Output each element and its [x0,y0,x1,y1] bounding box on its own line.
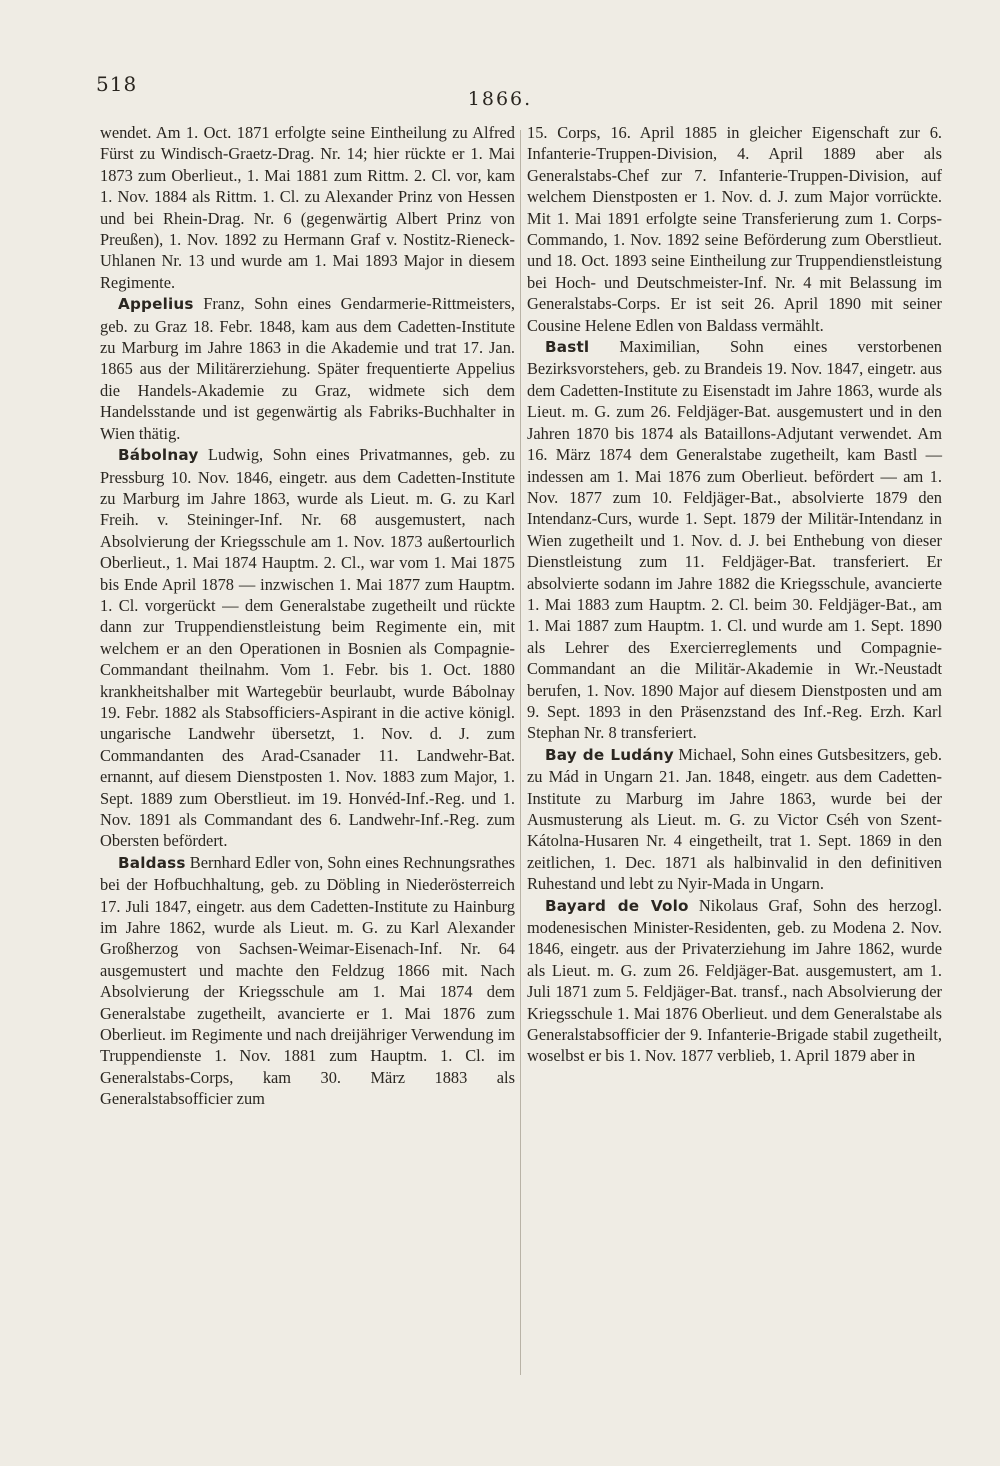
entry-name: Baldass [118,853,186,872]
entry-name: Bay de Ludány [545,745,674,764]
running-header-year: 1866. [467,88,533,110]
entry-text: 15. Corps, 16. April 1885 in gleicher Eigenschaft zur 6. Infanterie-Truppen-Division, 4. April 1889 aber als Generalstabs-Chef zur 7. Infanterie-Truppen-Division, auf welchem Dienstposten er 1. Nov. d. J. zum Major vorrückte. Mit 1. Mai 1891 erfolgte seine Transferierung zum 1. Corps-Commando, 1. Nov. 1892 seine Beförderung zum Oberstlieut. und 18. Oct. 1893 seine Eintheilung zur Truppendienstleistung bei Hoch- und Deutschmeister-Inf. Nr. 4 mit Belassung im Generalstabs-Corps. Er ist seit 26. April 1890 mit seiner Cousine Helene Edlen von Baldass vermählt. [527,123,942,335]
entry-text: Franz, Sohn eines Gendarmerie-Rittmeisters, geb. zu Graz 18. Febr. 1848, kam aus dem Cadetten-Institute zu Marburg im Jahre 1863 in die Akademie und trat 17. Jan. 1865 aus der Militärerziehung. Später frequentierte Appelius die Handels-Akademie zu Graz, widmete sich dem Handelsstande und ist gegenwärtig als Fabriks-Buchhalter in Wien thätig. [100,294,515,443]
entry-text: Bernhard Edler von, Sohn eines Rechnungsrathes bei der Hofbuchhaltung, geb. zu Döbling in Niederösterreich 17. Juli 1847, eingetr. aus dem Cadetten-Institute zu Hainburg im Jahre 1862, wurde als Lieut. m. G. zu Karl Alexander Großherzog von Sachsen-Weimar-Eisenach-Inf. Nr. 64 ausgemustert und machte den Feldzug 1866 mit. Nach Absolvierung der Kriegsschule am 1. Mai 1874 dem Generalstabe zugetheilt, avancierte er 1. Mai 1876 zum Oberlieut. im Regimente und nach dreijähriger Verwendung im Truppendienste 1. Nov. 1881 zum Hauptm. 1. Cl. im Generalstabs-Corps, kam 30. März 1883 als Generalstabsofficier zum [100,852,515,1109]
right-column [527,122,942,1067]
entry-name: Bayard de Volo [545,896,689,915]
entry-name: Bastl [545,338,590,357]
entry-bastl [527,336,942,744]
entry-bayard-de-volo [527,895,942,1067]
entry-text: Ludwig, Sohn eines Privatmannes, geb. zu Pressburg 10. Nov. 1846, eingetr. aus dem Cadetten-Institute zu Marburg im Jahre 1863, wurde als Lieut. m. G. zu Karl Freih. v. Steininger-Inf. Nr. 68 ausgemustert, nach Absolvierung der Kriegsschule am 1. Nov. 1873 außertourlich Oberlieut., 1. Mai 1874 Hauptm. 2. Cl., war vom 1. Mai 1875 bis Ende April 1878 — inzwischen 1. Mai 1877 zum Hauptm. 1. Cl. vorgerückt — dem Generalstabe zugetheilt und rückte dann zur Truppendienstleistung beim Regimente ein, mit welchem er an den Operationen in Bosnien als Compagnie-Commandant theilnahm. Vom 1. Febr. bis 1. Oct. 1880 krankheitshalber mit Wartegebür beurlaubt, wurde Bábolnay 19. Febr. 1882 als Stabsofficiers-Aspirant in die active königl. ungarische Landwehr übersetzt, 1. Nov. d. J. zum Commandanten des Arad-Csanader 11. Landwehr-Bat. ernannt, auf diesem Dienstposten 1. Nov. 1883 zum Major, 1. Sept. 1889 zum Oberstlieut. im 19. Honvéd-Inf.-Reg. und 1. Nov. 1891 als Commandant des 6. Landwehr-Inf.-Reg. zum Obersten befördert. [100,445,515,851]
left-column [100,122,515,1110]
entry-baldass [100,852,515,1110]
entry-text: Michael, Sohn eines Gutsbesitzers, geb. zu Mád in Ungarn 21. Jan. 1848, eingetr. aus dem Cadetten-Institute zu Marburg im Jahre 1863, wurde bei der Ausmusterung als Lieut. m. G. zu Victor Cséh von Szent-Kátolna-Husaren Nr. 4 eingetheilt, trat 1. Sept. 1869 in den zeitlichen, 1. Dec. 1871 als halbinvalid in den definitiven Ruhestand und lebt zu Nyir-Mada in Ungarn. [527,744,942,894]
entry-text: Maximilian, Sohn eines verstorbenen Bezirksvorstehers, geb. zu Brandeis 19. Nov. 1847, eingetr. aus dem Cadetten-Institute zu Eisenstadt im Jahre 1863, wurde als Lieut. m. G. zum 26. Feldjäger-Bat. ausgemustert und in den Jahren 1870 bis 1874 als Bataillons-Adjutant verwendet. Am 16. März 1874 dem Generalstabe zugetheilt, kam Bastl — indessen am 1. Mai 1876 zum Oberlieut. befördert — am 1. Nov. 1877 zum 10. Feldjäger-Bat., absolvierte 1879 den Intendanz-Curs, wurde 1. Sept. 1879 der Militär-Intendanz in Wien zugetheilt und 1. Nov. d. J. bei Enthebung von dieser Dienstleistung zum 11. Feldjäger-Bat. transferiert. Er absolvierte sodann im Jahre 1882 die Kriegsschule, avancierte 1. Mai 1883 zum Hauptm. 2. Cl. beim 30. Feldjäger-Bat., am 1. Mai 1887 zum Hauptm. 1. Cl. und wurde am 1. Sept. 1890 als Lehrer des Exercierreglements und Compagnie-Commandant an die Militär-Akademie in Wr.-Neustadt berufen, 1. Nov. 1890 Major auf diesem Dienstposten und am 9. Sept. 1893 in den Präsenzstand des Inf.-Reg. Erzh. Karl Stephan Nr. 8 transferiert. [527,337,942,743]
column-divider [520,130,521,1375]
page-number: 518 [96,72,138,96]
entry-appelius [100,293,515,444]
entry-name: Bábolnay [118,446,199,465]
entry-continuation [100,122,515,293]
entry-babolnay [100,444,515,852]
entry-continuation [527,122,942,336]
entry-bay-de-ludany [527,744,942,895]
entry-text: wendet. Am 1. Oct. 1871 erfolgte seine Eintheilung zu Alfred Fürst zu Windisch-Graetz-Drag. Nr. 14; hier rückte er 1. Mai 1873 zum Oberlieut., 1. Mai 1881 zum Rittm. 2. Cl. vor, kam 1. Nov. 1884 als Rittm. 1. Cl. zu Alexander Prinz von Hessen und bei Rhein-Drag. Nr. 6 (gegenwärtig Albert Prinz von Preußen), 1. Nov. 1892 zu Hermann Graf v. Nostitz-Rieneck-Uhlanen Nr. 13 und wurde am 1. Mai 1893 Major in diesem Regimente. [100,123,515,292]
entry-text: Nikolaus Graf, Sohn des herzogl. modenesischen Minister-Residenten, geb. zu Modena 2. Nov. 1846, eingetr. aus der Privaterziehung im Jahre 1862, wurde als Lieut. m. G. zum 26. Feldjäger-Bat. ausgemustert, am 1. Juli 1871 zum 5. Feldjäger-Bat. transf., nach Absolvierung der Kriegsschule 1. Mai 1876 Oberlieut. und dem Generalstabe als Generalstabsofficier der 9. Infanterie-Brigade stabil zugetheilt, woselbst er bis 1. Nov. 1877 verblieb, 1. April 1879 aber in [527,895,942,1066]
entry-name: Appelius [118,295,194,314]
